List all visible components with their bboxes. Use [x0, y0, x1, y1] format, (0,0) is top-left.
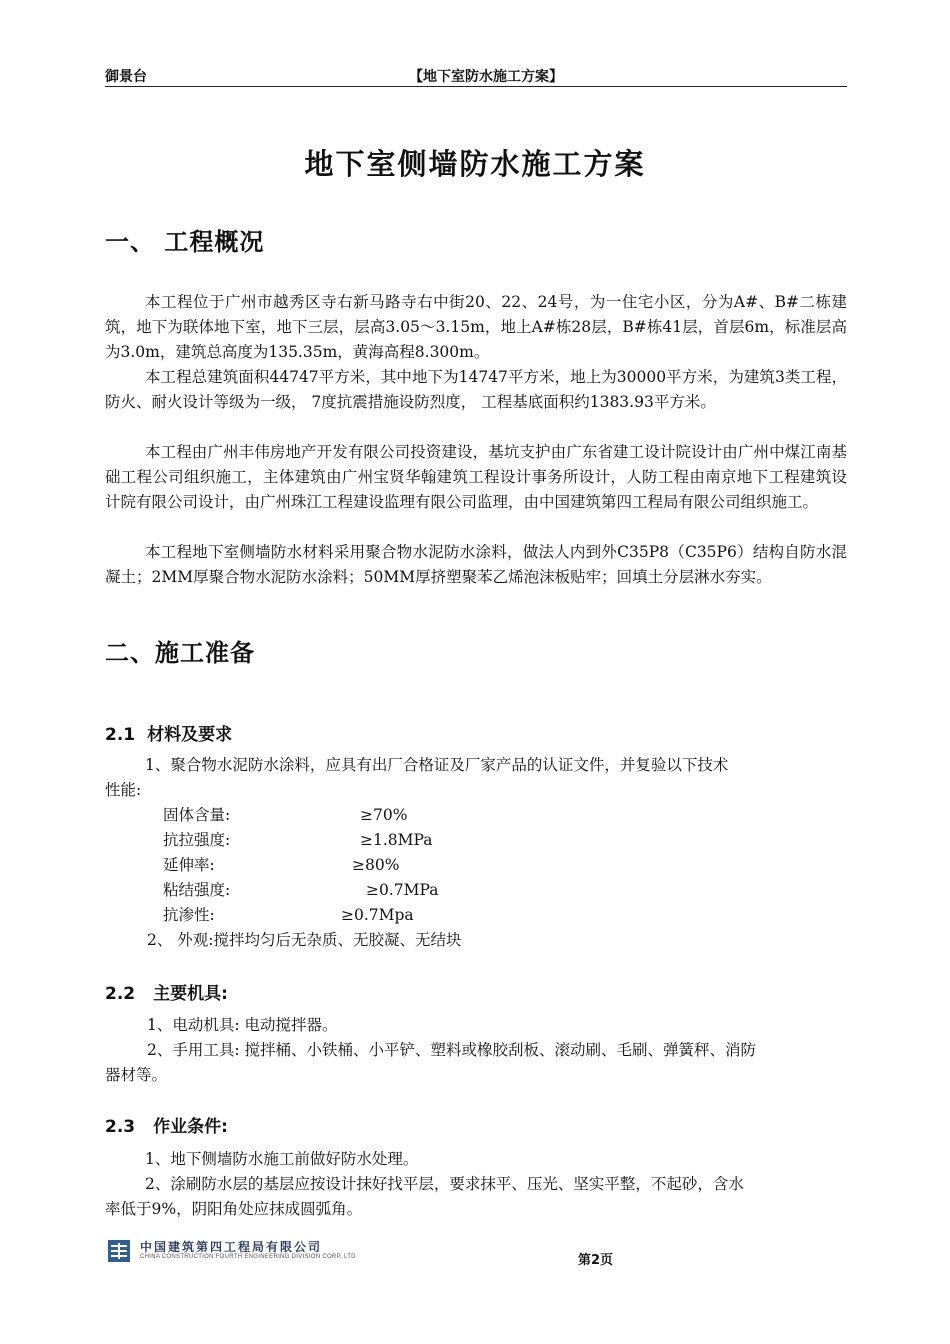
spec-value: ≥80%	[352, 856, 400, 874]
tools-item-2-continued: 器材等。	[105, 1066, 168, 1084]
subsection-heading-tools	[105, 979, 228, 1004]
subsection-number: 2.1	[105, 725, 136, 745]
section-heading-overview: 一、 工程概况	[105, 228, 265, 256]
materials-item-1: 1、聚合物水泥防水涂料，应具有出厂合格证及厂家产品的认证文件，并复验以下技术	[145, 756, 729, 774]
overview-paragraph-location: 本工程位于广州市越秀区寺右新马路寺右中街20、22、24号，为一住宅小区，分为A#、B#二栋建筑，地下为联体地下室，地下三层，层高3.05～3.15m，地上A#栋28层，B#栋41层，首层6m，标准层高为3.0m，建筑总高度为135.35m，黄海高程8.300m。	[105, 293, 847, 361]
company-logo	[108, 1238, 368, 1264]
spec-row	[163, 903, 414, 928]
materials-item-1-continued: 性能:	[105, 781, 142, 799]
spec-label: 延伸率:	[163, 856, 215, 874]
spec-value: ≥0.7Mpa	[341, 906, 414, 924]
subsection-number: 2.3	[105, 1117, 136, 1137]
subsection-number: 2.2	[105, 984, 136, 1004]
spec-value: ≥0.7MPa	[366, 881, 439, 899]
section-heading-preparation: 二、施工准备	[105, 639, 255, 667]
page-header	[105, 62, 847, 87]
spec-value: ≥70%	[360, 806, 408, 824]
header-document-title: 【地下室防水施工方案】	[409, 69, 563, 85]
subsection-title: 主要机具:	[153, 984, 228, 1004]
spec-value: ≥1.8MPa	[360, 831, 433, 849]
spec-label: 抗拉强度:	[163, 831, 231, 849]
subsection-title: 材料及要求	[147, 725, 233, 745]
spec-label: 固体含量:	[163, 806, 231, 824]
subsection-heading-materials	[105, 720, 232, 745]
company-name-cn: 中国建筑第四工程局有限公司	[140, 1240, 323, 1254]
tools-item-1: 1、电动机具: 电动搅拌器。	[147, 1016, 338, 1034]
conditions-item-1: 1、地下侧墙防水施工前做好防水处理。	[145, 1150, 419, 1168]
conditions-item-2: 2、涂刷防水层的基层应按设计抹好找平层，要求抹平、压光、坚实平整，不起砂，含水	[145, 1175, 744, 1193]
spec-label: 粘结强度:	[163, 881, 231, 899]
spec-row	[163, 878, 439, 903]
spec-label: 抗渗性:	[163, 906, 215, 924]
document-title: 地下室侧墙防水施工方案	[304, 147, 646, 181]
spec-row	[163, 853, 400, 878]
overview-paragraph-materials: 本工程地下室侧墙防水材料采用聚合物水泥防水涂料，做法人内到外C35P8（C35P6）结构自防水混凝土；2MM厚聚合物水泥防水涂料；50MM厚挤塑聚苯乙烯泡沫板贴牢；回填土分层淋水夯实。	[105, 543, 847, 586]
company-logo-icon	[108, 1240, 130, 1262]
subsection-title: 作业条件:	[153, 1117, 228, 1137]
tools-item-2: 2、手用工具: 搅拌桶、小铁桶、小平铲、塑料或橡胶刮板、滚动刷、毛刷、弹簧秤、消防	[147, 1041, 757, 1059]
header-project-name: 御景台	[105, 69, 147, 85]
spec-row	[163, 828, 433, 853]
company-name-en: CHINA CONSTRUCTION FOURTH ENGINEERING DIVISION CORP. LTD	[140, 1254, 356, 1260]
subsection-heading-conditions	[105, 1112, 228, 1137]
overview-paragraph-parties: 本工程由广州丰伟房地产开发有限公司投资建设，基坑支护由广东省建工设计院设计由广州中煤江南基础工程公司组织施工，主体建筑由广州宝贤华翰建筑工程设计事务所设计，人防工程由南京地下工程建筑设计院有限公司设计，由广州珠江工程建设监理有限公司监理，由中国建筑第四工程局有限公司组织施工。	[105, 443, 847, 511]
spec-row	[163, 803, 408, 828]
overview-paragraph-area: 本工程总建筑面积44747平方米，其中地下为14747平方米，地上为30000平方米，为建筑3类工程，防火、耐火设计等级为一级， 7度抗震措施设防烈度， 工程基底面积约1383.93平方米。	[105, 368, 847, 411]
materials-item-2: 2、 外观:搅拌均匀后无杂质、无胶凝、无结块	[147, 931, 462, 949]
page-number: 第2页	[578, 1253, 614, 1268]
conditions-item-2-continued: 率低于9%，阴阳角处应抹成圆弧角。	[105, 1200, 363, 1218]
